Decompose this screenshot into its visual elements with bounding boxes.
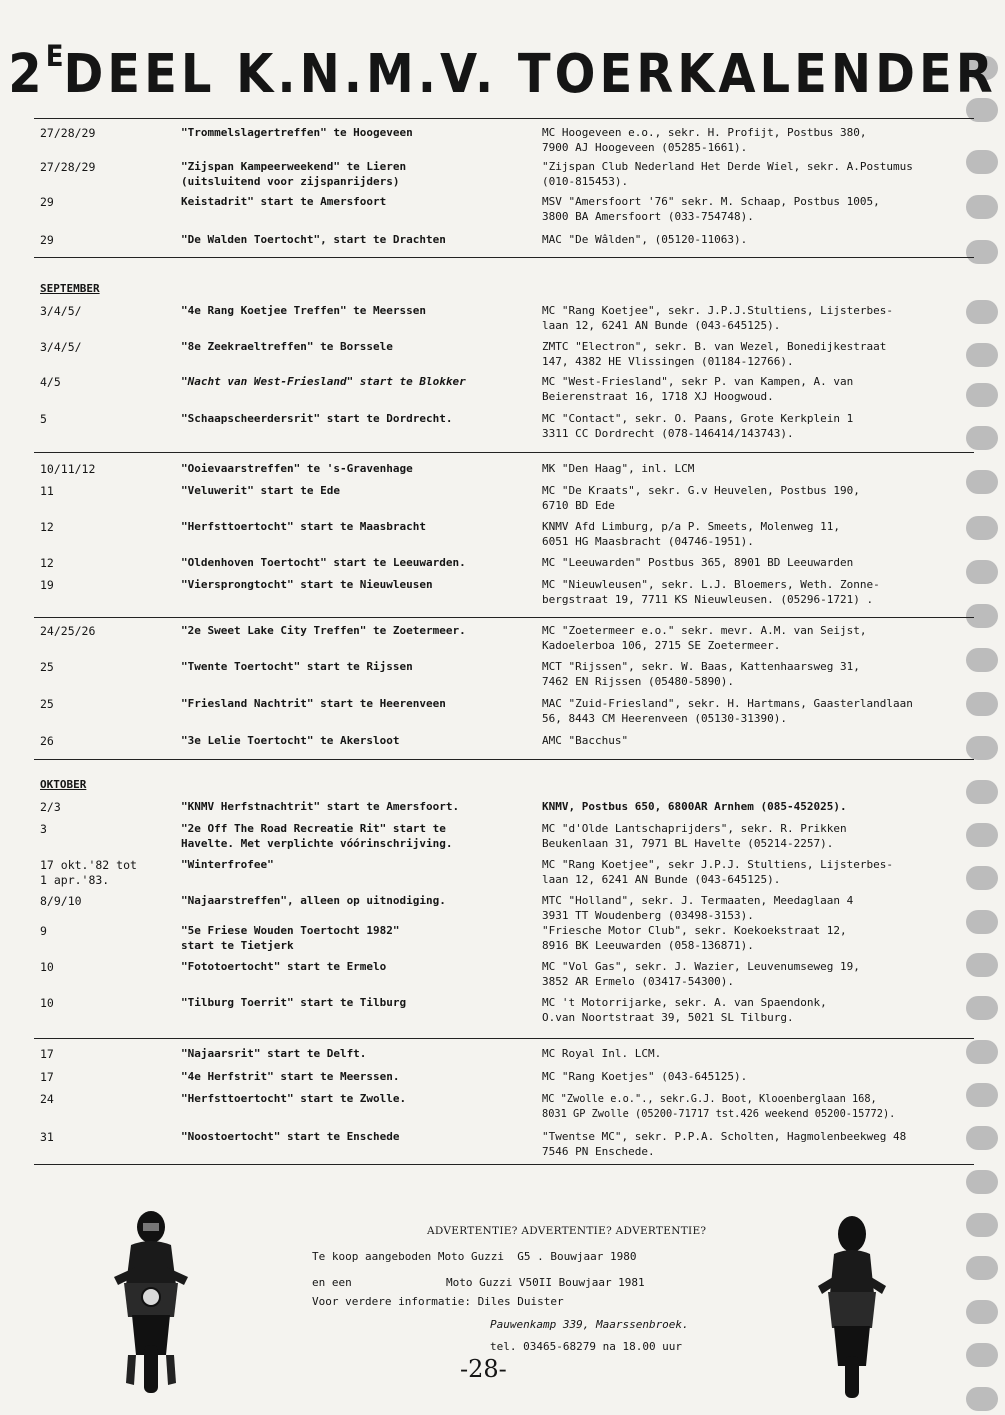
row-date: 24 — [40, 1092, 54, 1106]
row-organizer: MC "Contact", sekr. O. Paans, Grote Kerkplein 1 3311 CC Dordrecht (078-146414/143743). — [542, 412, 854, 440]
row-date: 4/5 — [40, 375, 61, 389]
advert-address: Pauwenkamp 339, Maarssenbroek. — [490, 1318, 689, 1331]
row-event: "Oldenhoven Toertocht" start te Leeuwarden. — [181, 556, 466, 569]
row-organizer: MC "Rang Koetjee", sekr. J.P.J.Stultiens, Lijsterbes- laan 12, 6241 AN Bunde (043-645125). — [542, 304, 893, 332]
row-organizer: MC "Zwolle e.o."., sekr.G.J. Boot, Klooenberglaan 168, 8031 GP Zwolle (05200-71717 tst.426 weekend 05200-15772). — [542, 1093, 896, 1120]
row-organizer: MC "De Kraats", sekr. G.v Heuvelen, Postbus 190, 6710 BD Ede — [542, 484, 860, 512]
row-organizer: MC Hoogeveen e.o., sekr. H. Profijt, Postbus 380, 7900 AJ Hoogeveen (05285-1661). — [542, 126, 867, 154]
advert-line: Moto Guzzi V50II Bouwjaar 1981 — [446, 1276, 645, 1289]
row-date: 2/3 — [40, 800, 61, 814]
row-date: 10/11/12 — [40, 462, 96, 476]
row-date: 31 — [40, 1130, 54, 1144]
row-event: "3e Lelie Toertocht" te Akersloot — [181, 734, 400, 747]
row-event: "KNMV Herfstnachtrit" start te Amersfoort. — [181, 800, 460, 813]
page-title: $2^EDEEL$ K.N.M.V. TOERKALENDER — [8, 40, 997, 106]
row-date: 27/28/29 — [40, 160, 96, 174]
row-event: "Noostoertocht" start te Enschede — [181, 1130, 400, 1143]
binder-hole — [966, 604, 998, 628]
row-event: "4e Herfstrit" start te Meerssen. — [181, 1070, 400, 1083]
row-date: 12 — [40, 520, 54, 534]
row-event: "Winterfrofee" — [181, 858, 274, 871]
row-event: "Nacht van West-Friesland" start te Blokker — [181, 375, 466, 388]
binder-hole — [966, 866, 998, 890]
row-date: 3/4/5/ — [40, 340, 82, 354]
row-organizer: MC 't Motorrijarke, sekr. A. van Spaendonk, O.van Noortstraat 39, 5021 SL Tilburg. — [542, 996, 827, 1024]
row-event: "4e Rang Koetjee Treffen" te Meerssen — [181, 304, 427, 317]
row-event: "Veluwerit" start te Ede — [181, 484, 340, 497]
row-date: 9 — [40, 924, 47, 938]
binder-hole — [966, 1213, 998, 1237]
advert-line: Te koop aangeboden Moto Guzzi G5 . Bouwjaar 1980 — [312, 1250, 637, 1263]
divider — [34, 759, 974, 760]
row-organizer: "Friesche Motor Club", sekr. Koekoekstraat 12, 8916 BK Leeuwarden (058-136871). — [542, 924, 847, 952]
row-organizer: MC "Nieuwleusen", sekr. L.J. Bloemers, Weth. Zonne- bergstraat 19, 7711 KS Nieuwleusen. (05296-1721) . — [542, 578, 880, 606]
divider — [34, 1164, 974, 1165]
row-event: "Herfsttoertocht" start te Zwolle. — [181, 1092, 407, 1105]
row-event: "Trommelslagertreffen" te Hoogeveen — [181, 126, 413, 139]
binder-hole — [966, 1300, 998, 1324]
row-date: 11 — [40, 484, 54, 498]
motorcycle-rider-right-illustration — [812, 1210, 892, 1400]
row-organizer: "Zijspan Club Nederland Het Derde Wiel, sekr. A.Postumus (010-815453). — [542, 160, 913, 188]
row-date: 17 — [40, 1047, 54, 1061]
binder-hole — [966, 780, 998, 804]
advert-heading: ADVERTENTIE? ADVERTENTIE? ADVERTENTIE? — [427, 1225, 707, 1237]
row-organizer: MCT "Rijssen", sekr. W. Baas, Kattenhaarsweg 31, 7462 EN Rijssen (05480-5890). — [542, 660, 860, 688]
advert-line: Voor verdere informatie: Diles Duister — [312, 1295, 564, 1308]
row-date: 19 — [40, 578, 54, 592]
row-date: 17 — [40, 1070, 54, 1084]
row-event: "De Walden Toertocht", start te Drachten — [181, 233, 446, 246]
row-organizer: MAC "De Wâlden", (05120-11063). — [542, 233, 748, 246]
row-organizer: MC "Rang Koetjes" (043-645125). — [542, 1070, 748, 1083]
binder-hole — [966, 150, 998, 174]
binder-hole — [966, 996, 998, 1020]
row-event: "2e Off The Road Recreatie Rit" start te Havelte. Met verplichte vóórinschrijving. — [181, 822, 453, 850]
row-date: 10 — [40, 960, 54, 974]
row-date: 10 — [40, 996, 54, 1010]
row-event: "Schaapscheerdersrit" start te Dordrecht. — [181, 412, 453, 425]
binder-hole — [966, 1040, 998, 1064]
row-date: 25 — [40, 697, 54, 711]
binder-hole — [966, 648, 998, 672]
row-organizer: ZMTC "Electron", sekr. B. van Wezel, Bonedijkestraat 147, 4382 HE Vlissingen (01184-12766). — [542, 340, 887, 368]
row-event: "Najaarsrit" start te Delft. — [181, 1047, 367, 1060]
binder-hole — [966, 1343, 998, 1367]
row-event: "Herfsttoertocht" start te Maasbracht — [181, 520, 427, 533]
row-organizer: MC "Zoetermeer e.o." sekr. mevr. A.M. van Seijst, Kadoelerboa 106, 2715 SE Zoetermeer. — [542, 624, 867, 652]
row-date: 17 okt.'82 tot 1 apr.'83. — [40, 858, 137, 887]
binder-hole — [966, 383, 998, 407]
binder-hole — [966, 1170, 998, 1194]
row-event: "Friesland Nachtrit" start te Heerenveen — [181, 697, 446, 710]
binder-hole — [966, 343, 998, 367]
row-organizer: KNMV Afd Limburg, p/a P. Smeets, Molenweg 11, 6051 HG Maasbracht (04746-1951). — [542, 520, 841, 548]
binder-hole — [966, 823, 998, 847]
row-organizer: MC "Vol Gas", sekr. J. Wazier, Leuvenumseweg 19, 3852 AR Ermelo (03417-54300). — [542, 960, 860, 988]
row-organizer: MC "Rang Koetjee", sekr J.P.J. Stultiens, Lijsterbes- laan 12, 6241 AN Bunde (043-645125). — [542, 858, 893, 886]
row-date: 3/4/5/ — [40, 304, 82, 318]
row-organizer: MC "West-Friesland", sekr P. van Kampen, A. van Beierenstraat 16, 1718 XJ Hoogwoud. — [542, 375, 854, 403]
row-organizer: MAC "Zuid-Friesland", sekr. H. Hartmans, Gaasterlandlaan 56, 8443 CM Heerenveen (05130-31390). — [542, 697, 913, 725]
binder-hole — [966, 300, 998, 324]
binder-hole — [966, 953, 998, 977]
divider — [34, 452, 974, 453]
advert-line: en een — [312, 1276, 352, 1289]
row-event: "5e Friese Wouden Toertocht 1982" start te Tietjerk — [181, 924, 400, 952]
month-heading-september: SEPTEMBER — [40, 282, 100, 295]
row-organizer: KNMV, Postbus 650, 6800AR Arnhem (085-452025). — [542, 800, 847, 813]
row-event: "Zijspan Kampeerweekend" te Lieren (uitsluitend voor zijspanrijders) — [181, 160, 407, 188]
binder-hole — [966, 736, 998, 760]
binder-hole — [966, 426, 998, 450]
row-date: 3 — [40, 822, 47, 836]
binder-hole — [966, 240, 998, 264]
row-event: "Ooievaarstreffen" te 's-Gravenhage — [181, 462, 413, 475]
motorcycle-rider-left-illustration — [106, 1205, 196, 1400]
row-event: "Viersprongtocht" start te Nieuwleusen — [181, 578, 433, 591]
row-date: 26 — [40, 734, 54, 748]
month-heading-oktober: OKTOBER — [40, 778, 87, 791]
binder-hole — [966, 195, 998, 219]
divider — [34, 257, 974, 258]
row-event: "Najaarstreffen", alleen op uitnodiging. — [181, 894, 446, 907]
row-organizer: MC Royal Inl. LCM. — [542, 1047, 662, 1060]
binder-hole — [966, 1083, 998, 1107]
row-date: 24/25/26 — [40, 624, 96, 638]
binder-hole — [966, 1387, 998, 1411]
row-event: "8e Zeekraeltreffen" te Borssele — [181, 340, 393, 353]
row-date: 29 — [40, 233, 54, 247]
page-number: -28- — [460, 1355, 507, 1383]
row-event: "Tilburg Toerrit" start te Tilburg — [181, 996, 407, 1009]
binder-hole — [966, 516, 998, 540]
divider — [34, 118, 974, 119]
binder-hole — [966, 1126, 998, 1150]
row-organizer: "Twentse MC", sekr. P.P.A. Scholten, Hagmolenbeekweg 48 7546 PN Enschede. — [542, 1130, 907, 1158]
row-date: 8/9/10 — [40, 894, 82, 908]
binder-hole — [966, 560, 998, 584]
row-date: 12 — [40, 556, 54, 570]
row-organizer: MSV "Amersfoort '76" sekr. M. Schaap, Postbus 1005, 3800 BA Amersfoort (033-754748). — [542, 195, 880, 223]
advert-phone: tel. 03465-68279 na 18.00 uur — [490, 1340, 683, 1353]
row-event: "Twente Toertocht" start te Rijssen — [181, 660, 413, 673]
row-date: 5 — [40, 412, 47, 426]
binder-hole — [966, 1256, 998, 1280]
row-organizer: AMC "Bacchus" — [542, 734, 629, 747]
row-date: 29 — [40, 195, 54, 209]
binder-hole — [966, 470, 998, 494]
row-date: 25 — [40, 660, 54, 674]
row-organizer: MK "Den Haag", inl. LCM — [542, 462, 695, 475]
row-organizer: MC "d'Olde Lantschaprijders", sekr. R. Prikken Beukenlaan 31, 7971 BL Havelte (05214-2257). — [542, 822, 847, 850]
row-organizer: MC "Leeuwarden" Postbus 365, 8901 BD Leeuwarden — [542, 556, 854, 569]
row-organizer: MTC "Holland", sekr. J. Termaaten, Meedaglaan 4 3931 TT Woudenberg (03498-3153). — [542, 894, 854, 922]
row-event: Keistadrit" start te Amersfoort — [181, 195, 387, 208]
binder-hole — [966, 692, 998, 716]
binder-hole — [966, 910, 998, 934]
row-event: "2e Sweet Lake City Treffen" te Zoetermeer. — [181, 624, 466, 637]
row-event: "Fototoertocht" start te Ermelo — [181, 960, 387, 973]
divider — [34, 1038, 974, 1039]
row-date: 27/28/29 — [40, 126, 96, 140]
divider — [34, 617, 974, 618]
